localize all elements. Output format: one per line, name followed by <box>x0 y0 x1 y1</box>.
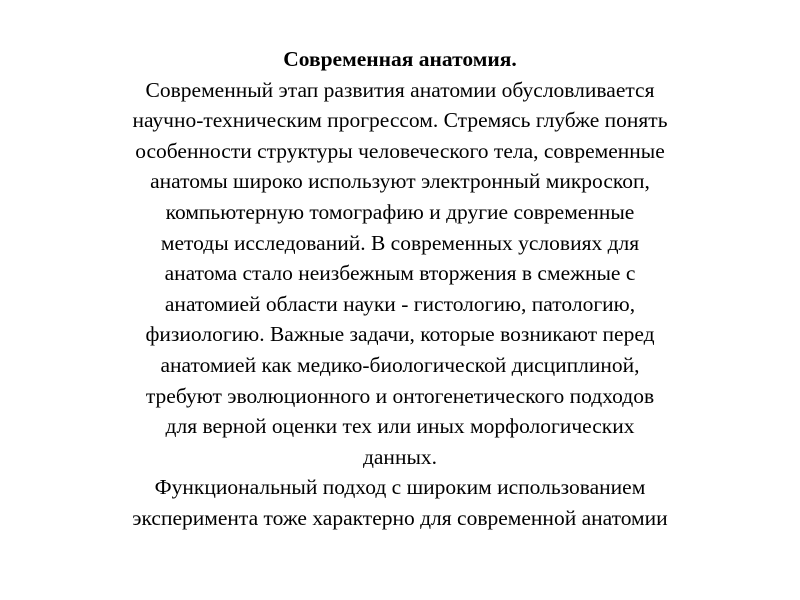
paragraph-modern-stage <box>40 75 760 473</box>
text-line: особенности структуры человеческого тела, современные <box>135 138 665 163</box>
text-line: Современный этап развития анатомии обусловливается <box>145 77 655 102</box>
text-line: эксперимента тоже характерно для современной анатомии <box>132 505 668 530</box>
text-line: методы исследований. В современных условиях для <box>160 230 640 255</box>
text-line: данных. <box>362 444 438 469</box>
text-line: анатома стало неизбежным вторжения в смежные с <box>164 261 636 286</box>
text-line: компьютерную томографию и другие современные <box>165 199 635 224</box>
text-line: анатомией как медико-биологической дисциплиной, <box>160 352 640 377</box>
slide-title: Современная анатомия. <box>283 47 517 71</box>
slide-text-block <box>40 44 760 534</box>
text-line: для верной оценки тех или иных морфологических <box>165 414 635 439</box>
text-line: научно-техническим прогрессом. Стремясь глубже понять <box>132 108 668 133</box>
text-line: физиологию. Важные задачи, которые возникают перед <box>145 322 655 347</box>
text-line: Функциональный подход с широким использованием <box>154 475 646 500</box>
paragraph-functional-approach <box>40 472 760 533</box>
text-line: анатомы широко используют электронный микроскоп, <box>150 169 650 194</box>
text-line: требуют эволюционного и онтогенетического подходов <box>145 383 655 408</box>
text-line: анатомией области науки - гистологию, патологию, <box>164 291 636 316</box>
